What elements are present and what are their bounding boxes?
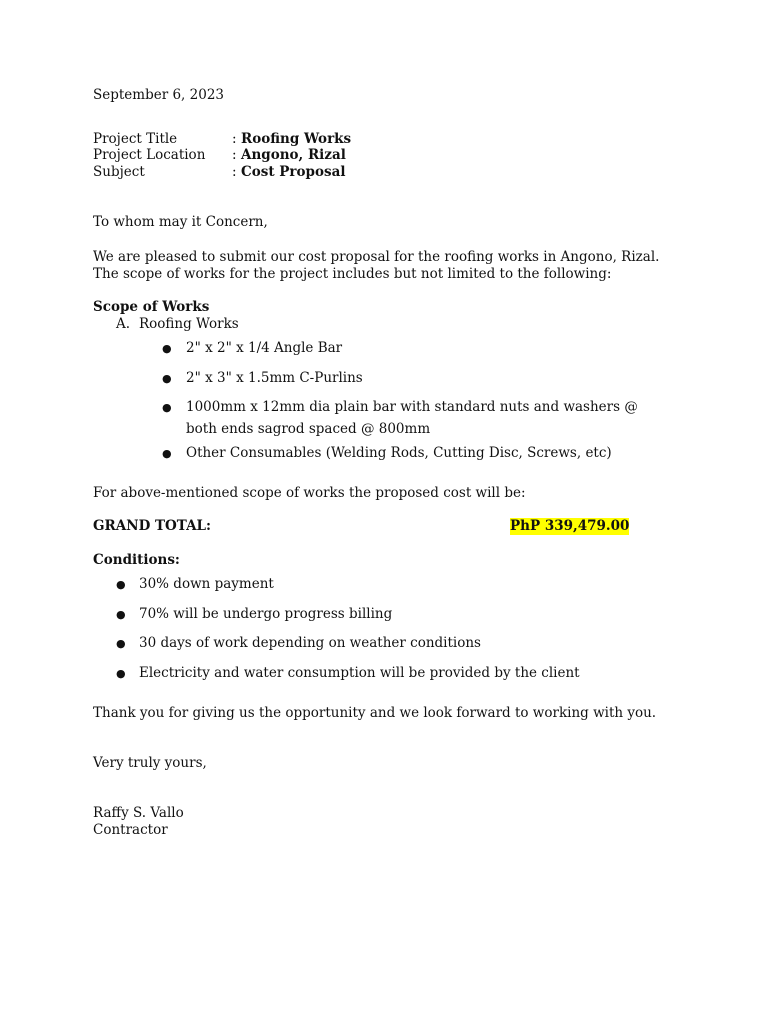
condition-item: 70% will be undergo progress billing <box>139 606 393 622</box>
bullet-icon: ● <box>116 637 126 650</box>
condition-item: 30 days of work depending on weather conditions <box>139 635 481 651</box>
detail-label-title: Project Title <box>93 131 178 147</box>
scope-heading: Scope of Works <box>93 299 210 315</box>
detail-separator: : <box>232 147 237 163</box>
scope-item: 2" x 2" x 1/4 Angle Bar <box>186 340 343 356</box>
scope-section-marker: A. <box>116 316 131 332</box>
detail-separator: : <box>232 131 237 147</box>
signatory-title: Contractor <box>93 822 168 838</box>
grand-total-value: PhP 339,479.00 <box>510 518 630 534</box>
detail-separator: : <box>232 164 237 180</box>
scope-item: 1000mm x 12mm dia plain bar with standard nuts and washers @ <box>186 399 638 415</box>
bullet-icon: ● <box>162 372 172 385</box>
condition-item: Electricity and water consumption will be provided by the client <box>139 665 580 681</box>
proposed-cost-text: For above-mentioned scope of works the proposed cost will be: <box>93 485 526 501</box>
closing-text: Thank you for giving us the opportunity and we look forward to working with you. <box>93 705 657 721</box>
condition-item: 30% down payment <box>139 576 274 592</box>
bullet-icon: ● <box>116 667 126 680</box>
grand-total-label: GRAND TOTAL: <box>93 518 212 534</box>
scope-item: Other Consumables (Welding Rods, Cutting Disc, Screws, etc) <box>186 445 612 461</box>
scope-section-title: Roofing Works <box>139 316 239 332</box>
bullet-icon: ● <box>162 447 172 460</box>
detail-value-location: Angono, Rizal <box>241 147 346 163</box>
scope-item: 2" x 3" x 1.5mm C-Purlins <box>186 370 363 386</box>
intro-line-2: The scope of works for the project includes but not limited to the following: <box>93 266 612 282</box>
bullet-icon: ● <box>116 608 126 621</box>
bullet-icon: ● <box>116 578 126 591</box>
signatory-name: Raffy S. Vallo <box>93 805 184 821</box>
salutation: To whom may it Concern, <box>93 214 268 230</box>
valediction: Very truly yours, <box>93 755 207 771</box>
bullet-icon: ● <box>162 342 172 355</box>
bullet-icon: ● <box>162 401 172 414</box>
scope-item-continuation: both ends sagrod spaced @ 800mm <box>186 421 431 437</box>
detail-value-subject: Cost Proposal <box>241 164 346 180</box>
detail-label-subject: Subject <box>93 164 145 180</box>
detail-value-title: Roofing Works <box>241 131 352 147</box>
conditions-heading: Conditions: <box>93 552 180 568</box>
letter-date: September 6, 2023 <box>93 87 224 103</box>
intro-line-1: We are pleased to submit our cost proposal for the roofing works in Angono, Rizal. <box>93 249 660 265</box>
detail-label-location: Project Location <box>93 147 206 163</box>
